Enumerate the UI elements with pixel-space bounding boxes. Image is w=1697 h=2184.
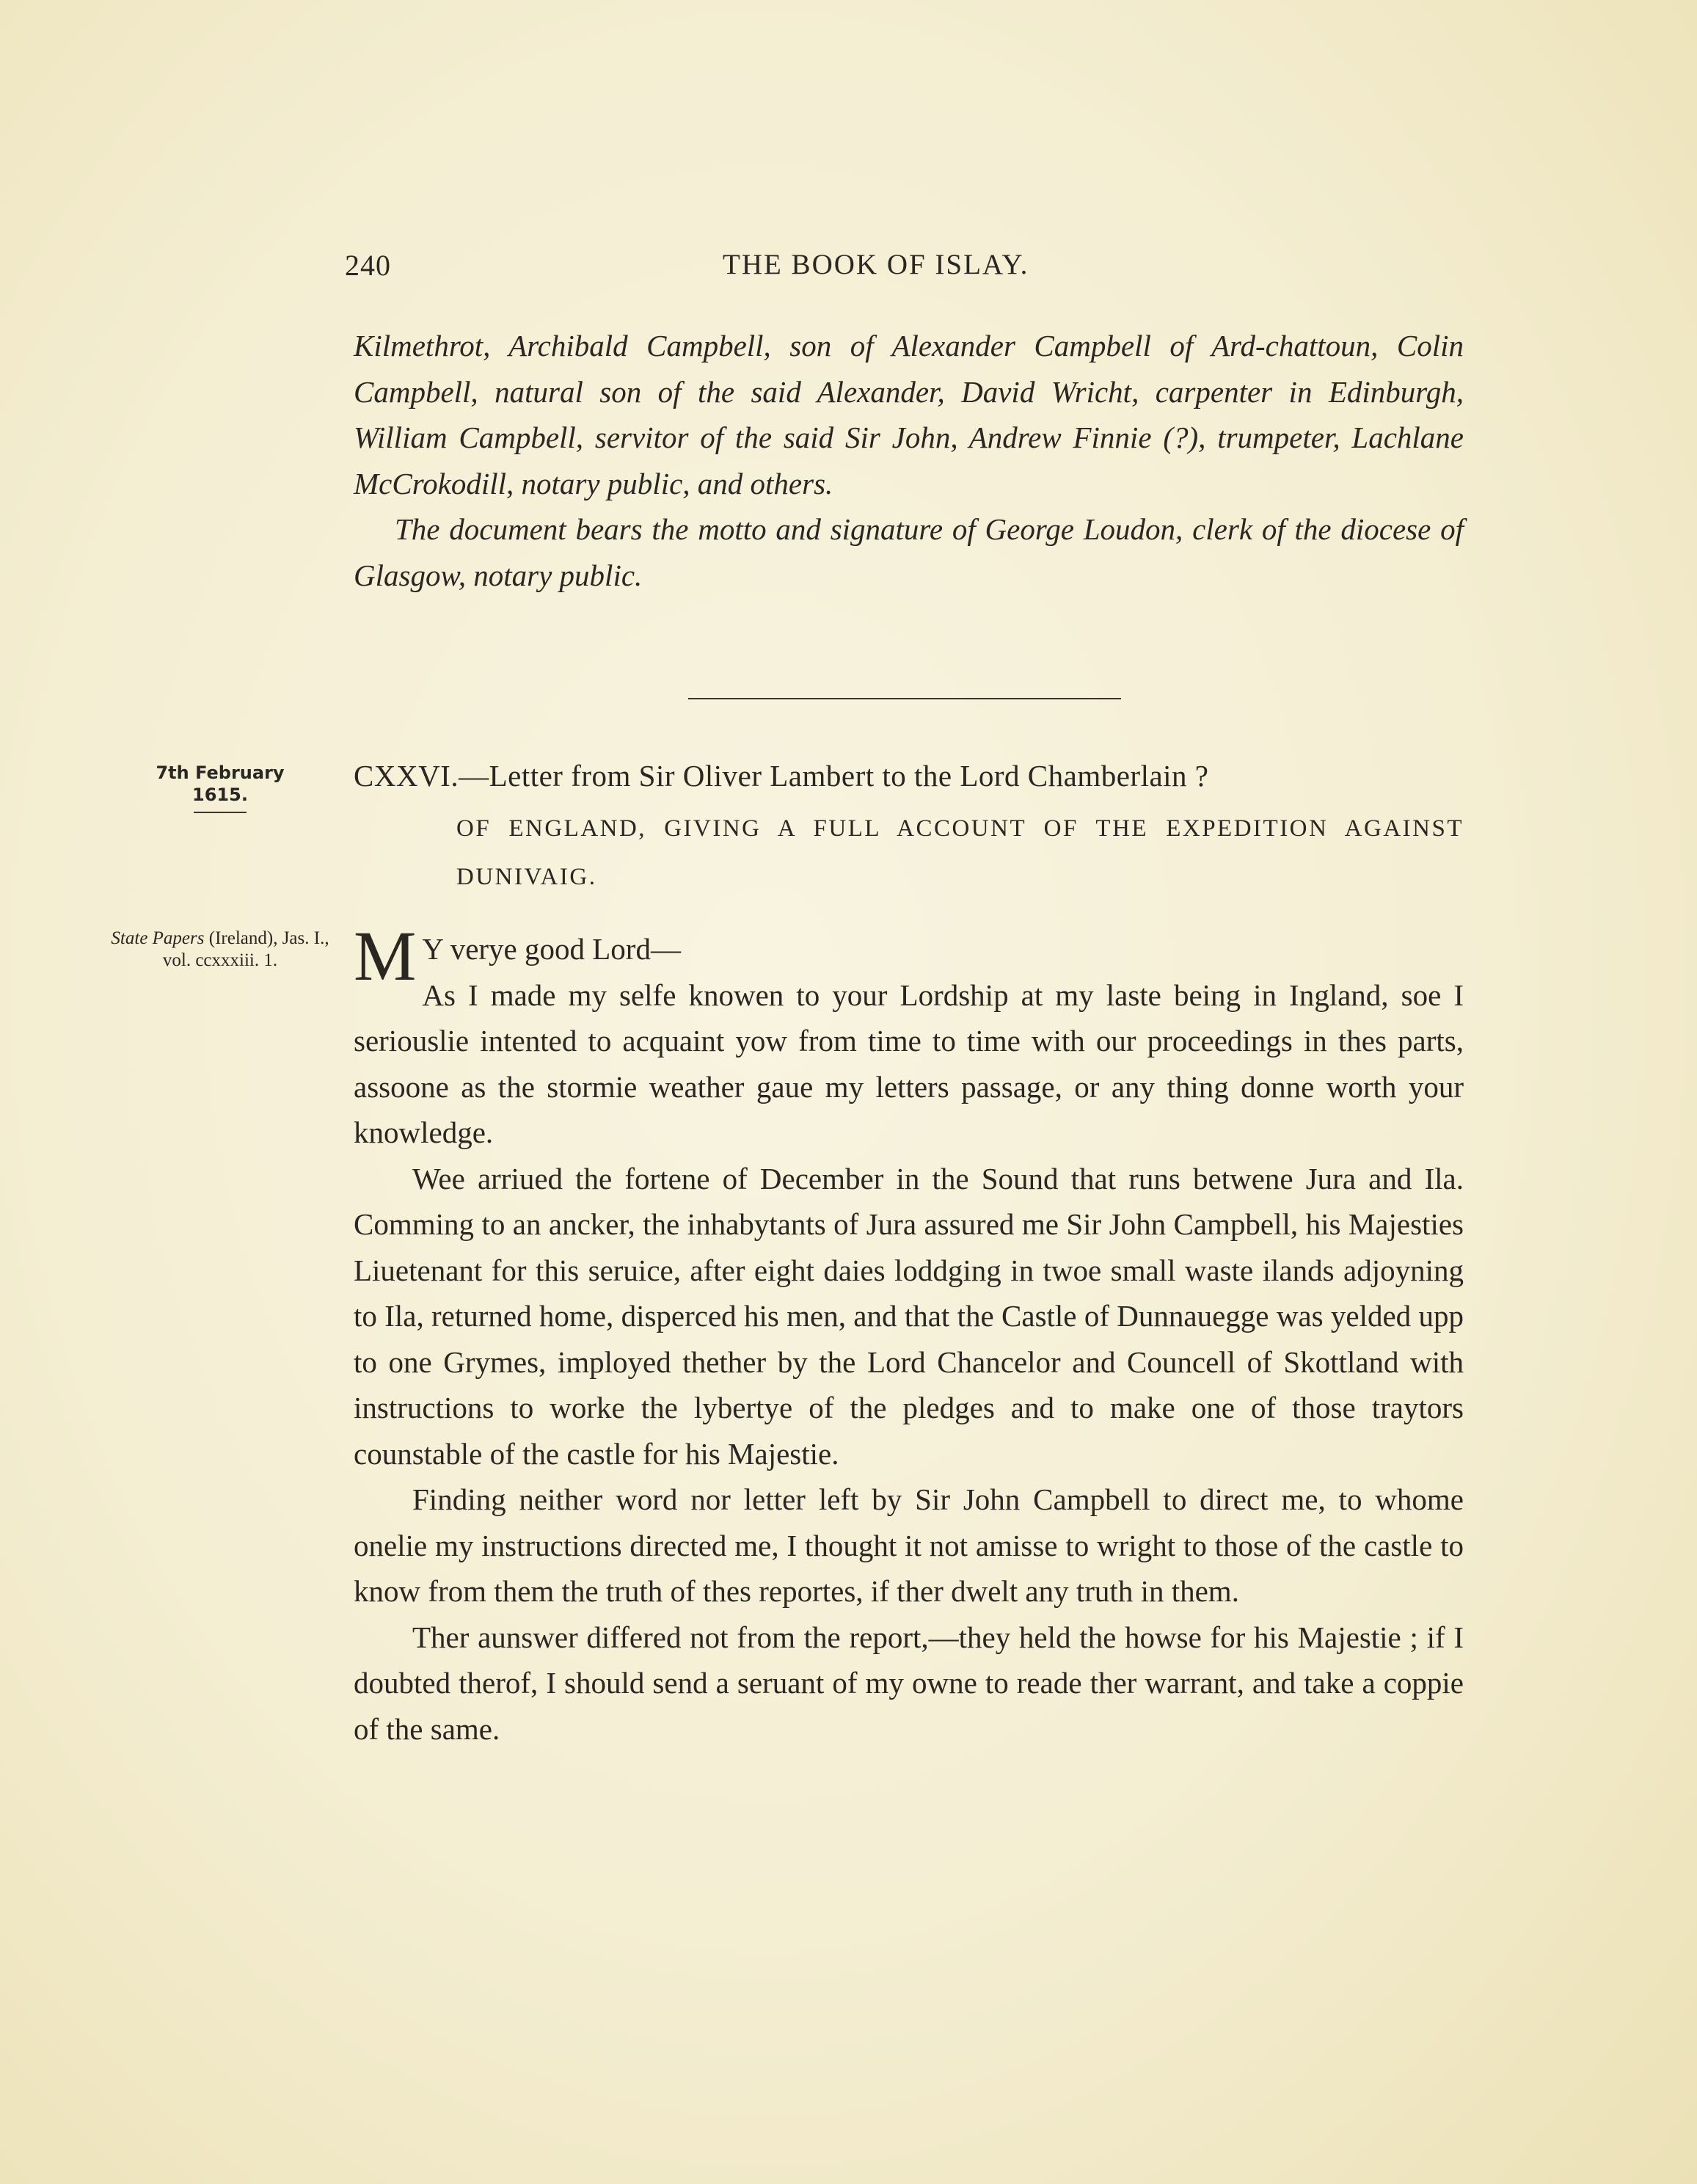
italic-paragraph: The document bears the motto and signature of George Loudon, clerk of the diocese of Glasgow, notary public. <box>354 512 1464 592</box>
salutation: Y verye good Lord— <box>422 932 681 966</box>
letter-paragraph: Wee arriued the fortene of December in the Sound that runs betwene Jura and Ila. Comming to an ancker, the inhabytants of Jura assured me Sir John Campbell, his Majesties Liuetenant for this seruice, after eight daies loddging in twoe small waste ilands adjoyning to Ila, returned home, disperced his men, and that the Castle of Dunnauegge was yelded upp to one Grymes, imployed thether by the Lord Chancelor and Councell of Skottland with instructions to worke the lybertye of the pledges and to make one of those traytors counstable of the castle for his Majestie. <box>354 1161 1464 1471</box>
letter-body <box>354 917 1464 1752</box>
letter-paragraph: Ther aunswer differed not from the report,—they held the howse for his Majestie ; if I doubted therof, I should send a seruant of my owne to reade ther warrant, and take a coppie of the same. <box>354 1620 1464 1746</box>
drop-cap: M <box>354 917 417 995</box>
page-number: 240 <box>345 249 391 282</box>
heading-line-1: CXXVI.—Letter from Sir Oliver Lambert to the Lord Chamberlain ? <box>354 759 1209 793</box>
source-reference: (Ireland), Jas. I., vol. ccxxxiii. 1. <box>162 928 329 970</box>
marginal-date-year: 1615. <box>192 785 248 805</box>
running-head <box>345 248 1467 292</box>
marginal-date-day: 7th February <box>156 762 285 783</box>
marginal-source <box>95 928 345 972</box>
section-divider <box>688 698 1121 699</box>
heading-line-2: OF ENGLAND, GIVING A FULL ACCOUNT OF THE EXPEDITION AGAINST DUNIVAIG. <box>456 815 1464 890</box>
running-title: THE BOOK OF ISLAY. <box>723 249 1029 280</box>
document-heading <box>354 757 1464 901</box>
source-title: State Papers <box>111 928 205 948</box>
marginal-dash <box>194 812 247 813</box>
letter-paragraph: Finding neither word nor letter left by Sir John Campbell to direct me, to whome onelie my instructions directed me, I thought it not amisse to wright to those of the castle to know from them the truth of thes reportes, if ther dwelt any truth in them. <box>354 1482 1464 1608</box>
letter-opening <box>354 917 1464 1156</box>
marginal-date <box>110 762 330 813</box>
italic-section <box>354 323 1464 598</box>
italic-paragraph: Kilmethrot, Archibald Campbell, son of Alexander Campbell of Ard-chattoun, Colin Campbell, natural son of the said Alexander, David Wricht, carpenter in Edinburgh, William Campbell, servitor of the said Sir John, Andrew Finnie (?), trumpeter, Lachlane McCrokodill, notary public, and others. <box>354 329 1464 500</box>
letter-paragraph: As I made my selfe knowen to your Lordship at my laste being in Ingland, soe I seriouslie intented to acquaint yow from time to time with our proceedings in thes parts, assoone as the stormie weather gaue my letters passage, or any thing donne worth your knowledge. <box>354 978 1464 1149</box>
